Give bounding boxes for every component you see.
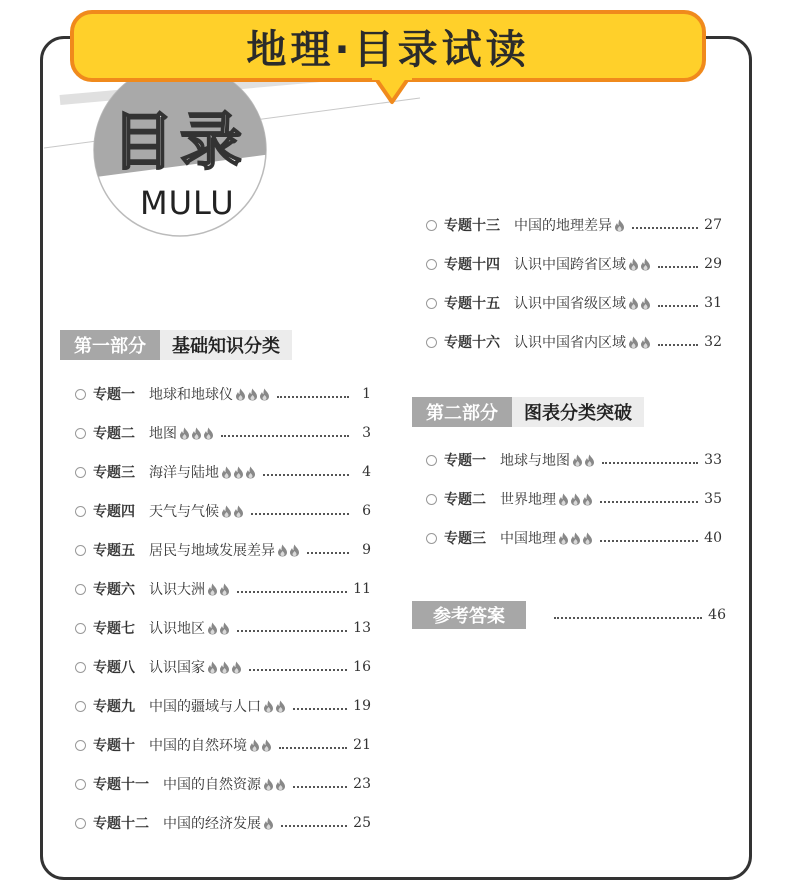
answers-entry[interactable] [548, 603, 726, 627]
toc-entry[interactable] [75, 499, 371, 523]
dot-leader [221, 435, 349, 437]
bullet-circle-icon [75, 545, 86, 556]
bullet-circle-icon [75, 779, 86, 790]
topic-title: 中国的地理差异 [514, 218, 612, 234]
flame-icon [207, 583, 218, 596]
page-number: 21 [353, 737, 371, 753]
part1-tag: 第一部分 [60, 330, 160, 360]
flame-icon [203, 427, 214, 440]
bullet-circle-icon [75, 623, 86, 634]
flame-icon [179, 427, 190, 440]
topic-number: 专题十四 [444, 257, 500, 273]
topic-title: 中国的自然资源 [163, 777, 261, 793]
dot-leader [600, 540, 698, 542]
difficulty-flames [558, 493, 594, 506]
page-number: 32 [704, 334, 722, 350]
flame-icon [263, 778, 274, 791]
dot-leader [307, 552, 349, 554]
part1-header [60, 330, 292, 360]
page-number: 9 [362, 542, 371, 558]
toc-entry[interactable] [75, 772, 371, 796]
dot-leader [277, 396, 349, 398]
bullet-circle-icon [426, 533, 437, 544]
topic-title: 中国的经济发展 [163, 816, 261, 832]
topic-number: 专题六 [93, 582, 135, 598]
flame-icon [275, 778, 286, 791]
bullet-circle-icon [75, 428, 86, 439]
toc-entry[interactable] [75, 577, 371, 601]
toc-entry[interactable] [426, 526, 722, 550]
banner-pointer-icon [372, 76, 412, 106]
flame-icon [640, 336, 651, 349]
page-number: 6 [362, 503, 371, 519]
topic-title: 认识中国省级区域 [514, 296, 626, 312]
flame-icon [582, 493, 593, 506]
mulu-subtitle: MULU [140, 184, 235, 222]
page-number: 33 [704, 452, 722, 468]
page-number: 31 [704, 295, 722, 311]
difficulty-flames [249, 739, 273, 752]
topic-number: 专题一 [93, 387, 135, 403]
topic-number: 专题二 [444, 492, 486, 508]
flame-icon [263, 700, 274, 713]
flame-icon [289, 544, 300, 557]
page-number: 19 [353, 698, 371, 714]
topic-number: 专题四 [93, 504, 135, 520]
flame-icon [233, 466, 244, 479]
flame-icon [221, 466, 232, 479]
topic-number: 专题九 [93, 699, 135, 715]
difficulty-flames [558, 532, 594, 545]
toc-entry[interactable] [75, 811, 371, 835]
flame-icon [221, 505, 232, 518]
flame-icon [219, 583, 230, 596]
topic-number: 专题十五 [444, 296, 500, 312]
title-banner [70, 10, 706, 82]
flame-icon [572, 454, 583, 467]
topic-title: 认识地区 [149, 621, 205, 637]
topic-title: 天气与气候 [149, 504, 219, 520]
toc-entry[interactable] [75, 460, 371, 484]
flame-icon [570, 493, 581, 506]
dot-leader [251, 513, 349, 515]
flame-icon [207, 661, 218, 674]
flame-icon [570, 532, 581, 545]
page-number: 29 [704, 256, 722, 272]
dot-leader [658, 344, 698, 346]
bullet-circle-icon [75, 740, 86, 751]
banner-title: 地理·目录试读 [246, 26, 530, 73]
flame-icon [231, 661, 242, 674]
page-number: 40 [704, 530, 722, 546]
bullet-circle-icon [426, 494, 437, 505]
dot-leader [293, 786, 347, 788]
part2-header [412, 397, 644, 427]
bullet-circle-icon [426, 455, 437, 466]
flame-icon [584, 454, 595, 467]
bullet-circle-icon [75, 662, 86, 673]
topic-title: 中国的疆域与人口 [149, 699, 261, 715]
answers-tag[interactable]: 参考答案 [412, 601, 526, 629]
flame-icon [558, 532, 569, 545]
dot-leader [237, 630, 347, 632]
bullet-circle-icon [75, 506, 86, 517]
difficulty-flames [572, 454, 596, 467]
topic-number: 专题八 [93, 660, 135, 676]
topic-title: 地球与地图 [500, 453, 570, 469]
flame-icon [628, 336, 639, 349]
difficulty-flames [263, 778, 287, 791]
toc-entry[interactable] [75, 382, 371, 406]
flame-icon [259, 388, 270, 401]
bullet-circle-icon [75, 818, 86, 829]
answers-page-number: 46 [708, 607, 726, 623]
difficulty-flames [207, 661, 243, 674]
toc-entry[interactable] [75, 538, 371, 562]
topic-title: 海洋与陆地 [149, 465, 219, 481]
flame-icon [219, 661, 230, 674]
dot-leader [658, 305, 698, 307]
flame-icon [261, 739, 272, 752]
difficulty-flames [277, 544, 301, 557]
bullet-circle-icon [75, 389, 86, 400]
difficulty-flames [221, 505, 245, 518]
toc-entry[interactable] [75, 655, 371, 679]
topic-number: 专题二 [93, 426, 135, 442]
toc-entry[interactable] [75, 616, 371, 640]
toc-entry[interactable] [75, 733, 371, 757]
dot-leader [600, 501, 698, 503]
part2-name: 图表分类突破 [512, 397, 644, 427]
topic-number: 专题五 [93, 543, 135, 559]
topic-number: 专题十 [93, 738, 135, 754]
difficulty-flames [207, 583, 231, 596]
topic-number: 专题十六 [444, 335, 500, 351]
bullet-circle-icon [75, 701, 86, 712]
dot-leader [279, 747, 347, 749]
bullet-circle-icon [75, 584, 86, 595]
dot-leader [237, 591, 347, 593]
flame-icon [191, 427, 202, 440]
topic-number: 专题七 [93, 621, 135, 637]
dot-leader [554, 617, 702, 619]
topic-title: 认识国家 [149, 660, 205, 676]
difficulty-flames [179, 427, 215, 440]
page-number: 27 [704, 217, 722, 233]
flame-icon [233, 505, 244, 518]
difficulty-flames [628, 336, 652, 349]
toc-entry[interactable] [426, 448, 722, 472]
flame-icon [582, 532, 593, 545]
topic-title: 中国的自然环境 [149, 738, 247, 754]
difficulty-flames [207, 622, 231, 635]
toc-entry[interactable] [426, 330, 722, 354]
flame-icon [207, 622, 218, 635]
topic-title: 认识中国跨省区域 [514, 257, 626, 273]
topic-number: 专题一 [444, 453, 486, 469]
flame-icon [219, 622, 230, 635]
toc-entry[interactable] [75, 421, 371, 445]
dot-leader [249, 669, 347, 671]
flame-icon [247, 388, 258, 401]
page-number: 3 [362, 425, 371, 441]
flame-icon [249, 739, 260, 752]
mulu-title: 目录 [112, 105, 249, 178]
topic-number: 专题十二 [93, 816, 149, 832]
page-number: 11 [353, 581, 371, 597]
bullet-circle-icon [75, 467, 86, 478]
topic-number: 专题十三 [444, 218, 500, 234]
toc-entry[interactable] [75, 694, 371, 718]
topic-title: 认识中国省内区域 [514, 335, 626, 351]
dot-leader [281, 825, 347, 827]
topic-title: 中国地理 [500, 531, 556, 547]
topic-title: 世界地理 [500, 492, 556, 508]
flame-icon [558, 493, 569, 506]
topic-number: 专题十一 [93, 777, 149, 793]
difficulty-flames [263, 700, 287, 713]
page-number: 35 [704, 491, 722, 507]
flame-icon [263, 817, 274, 830]
page-number: 1 [362, 386, 371, 402]
page-number: 25 [353, 815, 371, 831]
difficulty-flames [235, 388, 271, 401]
flame-icon [277, 544, 288, 557]
dot-leader [293, 708, 347, 710]
page-number: 16 [353, 659, 371, 675]
flame-icon [275, 700, 286, 713]
dot-leader [263, 474, 349, 476]
page-number: 4 [362, 464, 371, 480]
topic-title: 地球和地球仪 [149, 387, 233, 403]
dot-leader [602, 462, 698, 464]
page-number: 13 [353, 620, 371, 636]
topic-number: 专题三 [444, 531, 486, 547]
toc-entry[interactable] [426, 487, 722, 511]
page-number: 23 [353, 776, 371, 792]
difficulty-flames [221, 466, 257, 479]
topic-number: 专题三 [93, 465, 135, 481]
topic-title: 地图 [149, 426, 177, 442]
topic-title: 居民与地域发展差异 [149, 543, 275, 559]
part2-tag: 第二部分 [412, 397, 512, 427]
flame-icon [245, 466, 256, 479]
flame-icon [235, 388, 246, 401]
bullet-circle-icon [426, 337, 437, 348]
difficulty-flames [263, 817, 275, 830]
topic-title: 认识大洲 [149, 582, 205, 598]
part1-name: 基础知识分类 [160, 330, 292, 360]
